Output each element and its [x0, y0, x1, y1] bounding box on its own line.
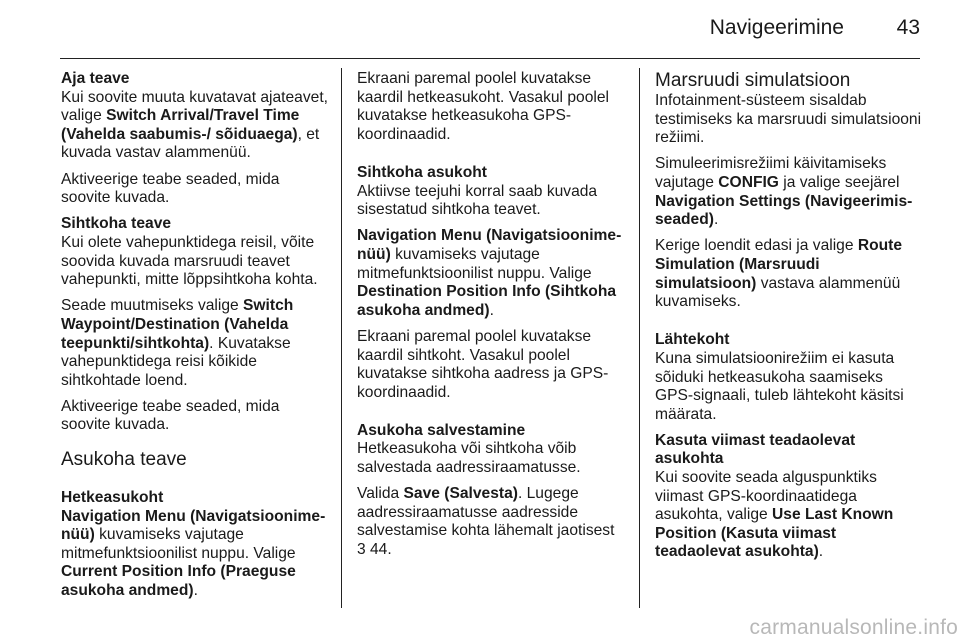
- paragraph: Ekraani paremal poolel kuvatakse kaardil hetkeasukoht. Vasakul poolel kuvatakse hetkeasukoha GPS-koordinaadid.: [357, 70, 609, 143]
- paragraph: Navigation Menu (Navigatsioonime- nüü) kuvamiseks vajutage mitmefunktsioonilist nuppu. Valige Current Position Info (Praeguse asukoha andmed).: [61, 507, 326, 600]
- column-divider-2: [639, 68, 640, 608]
- paragraph: Seade muutmiseks valige Switch Waypoint/Destination (Vahelda teepunkti/sihtkohta). Kuvatakse vahepunktidega reisi kõikide sihtkohtade loend.: [61, 297, 294, 389]
- subheading-destination-position: Sihtkoha asukoht: [357, 163, 487, 181]
- paragraph: Aktiivse teejuhi korral saab kuvada sisestatud sihtkoha teavet.: [357, 182, 598, 219]
- text-column-right: [655, 70, 923, 570]
- paragraph: Hetkeasukoha või sihtkoha võib salvestada aadressiraamatusse.: [357, 440, 581, 477]
- paragraph: Ekraani paremal poolel kuvatakse kaardil sihtkoht. Vasakul poolel kuvatakse sihtkoha aadress ja GPS-koordinaadid.: [357, 327, 609, 401]
- paragraph: Kui olete vahepunktidega reisil, võite soovida kuvada marsruudi teavet vahepunkti, mitte lõppsihtkoha kohta.: [61, 233, 318, 289]
- paragraph: Simuleerimisrežiimi käivitamiseks vajutage CONFIG ja valige seejärel Navigation Settings (Navigeerimis- seaded).: [655, 155, 913, 229]
- header-divider: [60, 58, 920, 59]
- paragraph: Infotainment-süsteem sisaldab testimiseks ka marsruudi simulatsiooni režiimi.: [655, 92, 922, 147]
- paragraph: Navigation Menu (Navigatsioonime- nüü) kuvamiseks vajutage mitmefunktsioonilist nuppu. Valige Destination Position Info (Sihtkoha asukoha andmed).: [357, 227, 622, 319]
- subheading-current-position: Hetkeasukoht: [61, 489, 164, 507]
- column-divider-1: [341, 68, 342, 608]
- running-header-title: Navigeerimine: [709, 16, 844, 39]
- watermark-text: carmanualsonline.info: [749, 616, 958, 639]
- subheading-time-info: Aja teave: [61, 70, 130, 87]
- subheading-save-position: Asukoha salvestamine: [357, 421, 526, 439]
- paragraph: Aktiveerige teabe seaded, mida soovite kuvada.: [61, 170, 280, 207]
- section-title-route-simulation: Marsruudi simulatsioon: [655, 70, 851, 91]
- paragraph: Kuna simulatsioonirežiim ei kasuta sõiduki hetkeasukoha saamiseks GPS-signaali, tuleb lähtekoht käsitsi määrata.: [655, 349, 904, 423]
- paragraph: Valida Save (Salvesta). Lugege aadressiraamatusse aadresside salvestamise kohta lähemalt jaotisest 3 44.: [357, 485, 615, 559]
- page-number: 43: [896, 16, 920, 39]
- paragraph: Aktiveerige teabe seaded, mida soovite kuvada.: [61, 397, 280, 434]
- paragraph: Kerige loendit edasi ja valige Route Simulation (Marsruudi simulatsioon) vastava alammenüü kuvamiseks.: [655, 237, 903, 311]
- section-title-position-info: Asukoha teave: [61, 449, 187, 471]
- paragraph: Kui soovite seada alguspunktiks viimast GPS-koordinaatidega asukohta, valige Use Last Known Position (Kasuta viimast teadaolevat asukohta).: [655, 469, 894, 561]
- subheading-use-last-known: Kasuta viimast teadaolevat asukohta: [655, 431, 856, 468]
- text-column-middle: [357, 70, 625, 567]
- text-column-left: [61, 70, 329, 608]
- subheading-start-point: Lähtekoht: [655, 331, 730, 349]
- page-reference: 3 44.: [357, 541, 392, 559]
- subheading-destination-info: Sihtkoha teave: [61, 215, 172, 233]
- paragraph: Kui soovite muuta kuvatavat ajateavet, valige Switch Arrival/Travel Time (Vahelda saabumis-/ sõiduaega), et kuvada vastav alammenüü.: [61, 88, 328, 162]
